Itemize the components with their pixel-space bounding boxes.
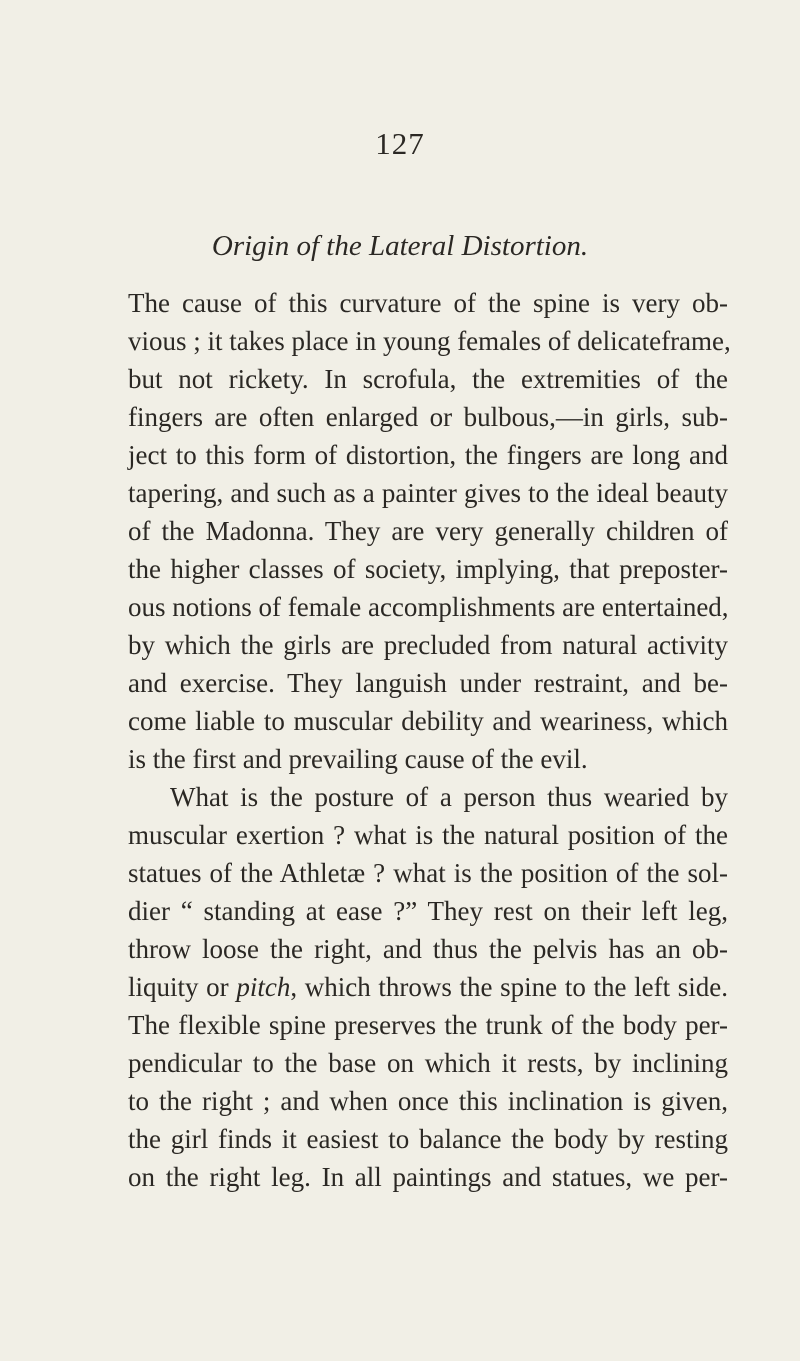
text-line: ject to this form of distortion, the fingers are long and [128,440,728,470]
text-line: to the right ; and when once this inclination is given, [128,1086,728,1116]
text-line: muscular exertion ? what is the natural position of the [128,820,728,850]
text-line: What is the posture of a person thus wearied by [170,782,728,812]
text-line: The cause of this curvature of the spine is very ob- [128,288,728,318]
text-line: come liable to muscular debility and weariness, which [128,706,728,736]
text-line: the girl finds it easiest to balance the body by resting [128,1124,728,1154]
section-heading: Origin of the Lateral Distortion. [211,230,589,262]
body-text [128,284,731,1196]
text-line: vious ; it takes place in young females of delicateframe, [128,326,731,356]
text-line: tapering, and such as a painter gives to the ideal beauty [128,478,728,508]
text-line: is the first and prevailing cause of the evil. [128,744,588,774]
text-line: dier “ standing at ease ?” They rest on their left leg, [128,896,728,926]
text-line: on the right leg. In all paintings and statues, we per- [128,1162,728,1192]
italic-word: pitch [236,972,291,1002]
text-line: the higher classes of society, implying, that preposter- [128,554,728,584]
text-line: pendicular to the base on which it rests, by inclining [128,1048,728,1078]
text-line: but not rickety. In scrofula, the extremities of the [128,364,728,394]
text-line: statues of the Athletæ ? what is the position of the sol- [128,858,728,888]
text-line: ous notions of female accomplishments are entertained, [128,592,729,622]
text-line: of the Madonna. They are very generally children of [128,516,728,546]
text-line: fingers are often enlarged or bulbous,—in girls, sub- [128,402,728,432]
text-line [128,968,728,1006]
text-segment: liquity or [128,972,229,1002]
text-segment: , which throws the spine to the left side. [290,972,729,1002]
text-line: by which the girls are precluded from natural activity [128,630,728,660]
page-number: 127 [375,126,425,161]
text-line: throw loose the right, and thus the pelvis has an ob- [128,934,728,964]
text-line: The flexible spine preserves the trunk of the body per- [128,1010,728,1040]
text-line: and exercise. They languish under restraint, and be- [128,668,728,698]
